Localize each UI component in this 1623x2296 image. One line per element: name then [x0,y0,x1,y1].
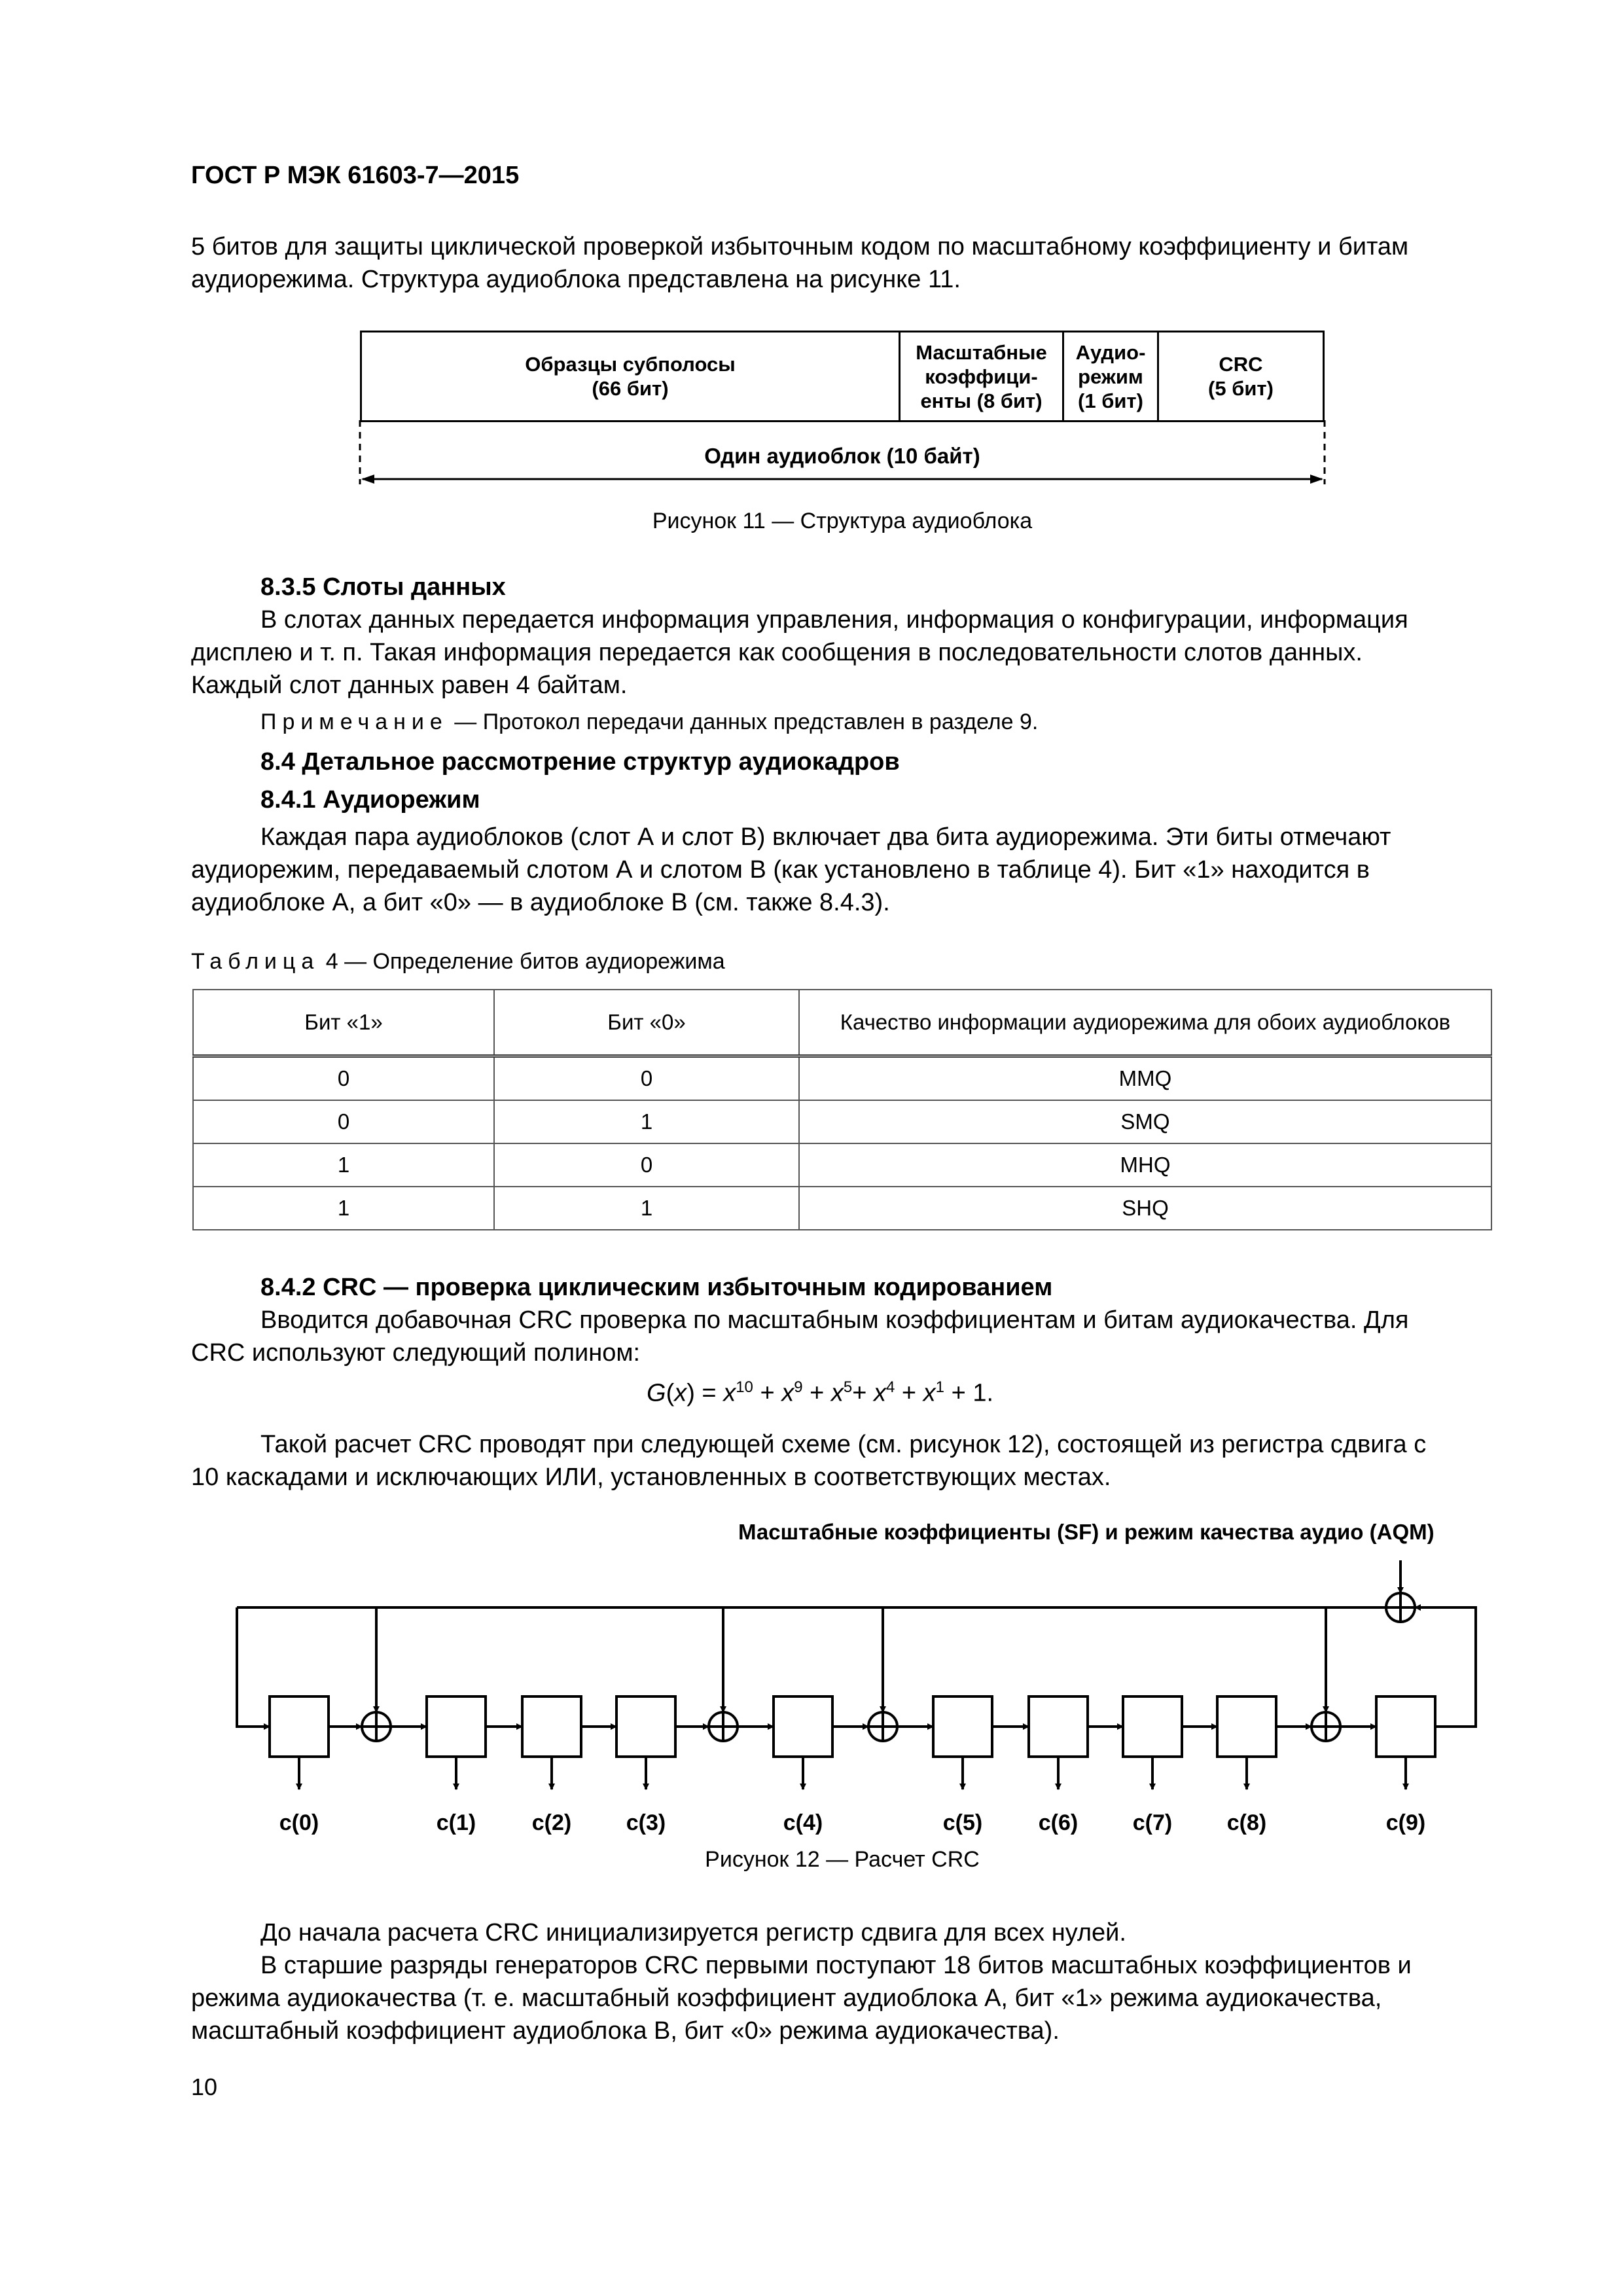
figure-12-crc-shift-register [223,1545,1486,1852]
register-stage [1123,1696,1182,1757]
register-stage [427,1696,486,1757]
output-label: c(5) [942,1810,983,1835]
output-label: c(1) [436,1810,476,1835]
output-label: c(3) [626,1810,666,1835]
table-cell: 1 [193,1143,494,1187]
table-cell: MMQ [799,1056,1491,1101]
figure-12-input-label: Масштабные коэффициенты (SF) и режим качества аудио (AQM) [738,1520,1435,1544]
register-stage [933,1696,992,1757]
table-caption-text: 4 — Определение битов аудиорежима [319,949,725,974]
crc-polynomial-formula: $G(x) = x^{10} + x^9 + x^5+ x^4 + x^1 + 1$. [647,1378,994,1407]
register-stage [774,1696,832,1757]
table-row [193,1143,1491,1187]
output-label: c(7) [1132,1810,1173,1835]
table-cell: 0 [494,1056,799,1101]
output-label: c(8) [1226,1810,1267,1835]
cell-audio-mode-label: Аудио- режим (1 бит) [1075,340,1146,412]
section-8-3-5-line-3: Каждый слот данных равен 4 байтам. [191,672,628,699]
cell-scale-factors [899,331,1064,422]
cell-scale-factors-label: Масштабные коэффици- енты (8 бит) [916,340,1047,412]
cell-subband-samples-label: Образцы субполосы (66 бит) [525,353,736,400]
section-8-4-1-line-2: аудиорежим, передаваемый слотом А и слотом В (как установлено в таблице 4). Бит «1» находится в [191,856,1370,884]
intro-line-2: аудиорежима. Структура аудиоблока представлена на рисунке 11. [191,266,961,293]
section-8-4-1-heading: 8.4.1 Аудиорежим [260,786,480,814]
table-header-row [193,990,1491,1056]
section-8-4-1-line-3: аудиоблоке А, а бит «0» — в аудиоблоке В (см. также 8.4.3). [191,889,890,916]
output-label: c(4) [783,1810,823,1835]
output-label: c(0) [279,1810,319,1835]
table-cell: 1 [193,1187,494,1230]
note-8-3-5 [260,709,1038,735]
feedback-return [1415,1607,1476,1727]
table-header-bit0: Бит «0» [494,990,799,1056]
closing-line-2: В старшие разряды генераторов CRC первыми поступают 18 битов масштабных коэффициентов и [260,1952,1412,1979]
table-cell: 1 [494,1187,799,1230]
table-cell: 0 [494,1143,799,1187]
table-header-quality: Качество информации аудиорежима для обоих аудиоблоков [799,990,1491,1056]
intro-line-1: 5 битов для защиты циклической проверкой избыточным кодом по масштабному коэффициенту и битам [191,233,1409,260]
cell-crc [1157,331,1325,422]
table-row [193,1187,1491,1230]
output-label: c(2) [531,1810,572,1835]
table-cell: SHQ [799,1187,1491,1230]
cell-subband-samples [360,331,901,422]
feedback-into-c0 [237,1607,270,1727]
table-header-bit1: Бит «1» [193,990,494,1056]
note-text: — Протокол передачи данных представлен в разделе 9. [448,709,1039,734]
closing-line-4: масштабный коэффициент аудиоблока В, бит «0» режима аудиокачества). [191,2017,1060,2045]
section-8-4-2-line-1: Вводится добавочная CRC проверка по масштабным коэффициентам и битам аудиокачества. Для [260,1306,1409,1334]
section-8-4-2-after-line-2: 10 каскадами и исключающих ИЛИ, установленных в соответствующих местах. [191,1463,1111,1491]
section-8-3-5-line-1: В слотах данных передается информация управления, информация о конфигурации, информация [260,606,1408,634]
cell-crc-label: CRC (5 бит) [1208,353,1274,400]
table-cell: MHQ [799,1143,1491,1187]
table-row [193,1100,1491,1143]
section-8-3-5-line-2: дисплею и т. п. Такая информация передается как сообщения в последовательности слотов данных. [191,639,1363,666]
section-8-3-5-heading: 8.3.5 Слоты данных [260,573,506,601]
document-header: ГОСТ Р МЭК 61603-7—2015 [191,162,520,189]
closing-line-3: режима аудиокачества (т. е. масштабный коэффициент аудиоблока А, бит «1» режима аудиокачества, [191,1984,1382,2012]
figure-11-caption: Рисунок 11 — Структура аудиоблока [652,509,1033,533]
table-row [193,1056,1491,1101]
register-stage [616,1696,675,1757]
table-cell: 0 [193,1056,494,1101]
table-4-caption [191,949,725,975]
page-number: 10 [191,2073,218,2100]
table-cell: 0 [193,1100,494,1143]
register-stage [270,1696,329,1757]
section-8-4-2-line-2: CRC используют следующий полином: [191,1339,641,1367]
table-cell: 1 [494,1100,799,1143]
register-stage [1376,1696,1435,1757]
note-prefix: Примечание [260,709,448,734]
section-8-4-heading: 8.4 Детальное рассмотрение структур аудиокадров [260,748,900,776]
table-cell: SMQ [799,1100,1491,1143]
figure-11-span-label: Один аудиоблок (10 байт) [704,444,980,468]
output-label: c(6) [1038,1810,1079,1835]
section-8-4-2-heading: 8.4.2 CRC — проверка циклическим избыточным кодированием [260,1274,1053,1301]
closing-line-1: До начала расчета CRC инициализируется регистр сдвига для всех нулей. [260,1919,1126,1946]
register-stage [1217,1696,1276,1757]
register-stage [522,1696,581,1757]
section-8-4-2-after-line-1: Такой расчет CRC проводят при следующей схеме (см. рисунок 12), состоящей из регистра сдвига с [260,1431,1427,1458]
output-label: c(9) [1385,1810,1426,1835]
table-caption-prefix: Таблица [191,949,320,974]
section-8-4-1-line-1: Каждая пара аудиоблоков (слот А и слот В) включает два бита аудиорежима. Эти биты отмечают [260,823,1391,851]
figure-12-caption: Рисунок 12 — Расчет CRC [705,1847,980,1872]
cell-audio-mode [1062,331,1159,422]
register-stage [1029,1696,1088,1757]
table-4-audio-mode-bits [192,989,1492,1230]
figure-11-audio-block [360,331,1325,422]
